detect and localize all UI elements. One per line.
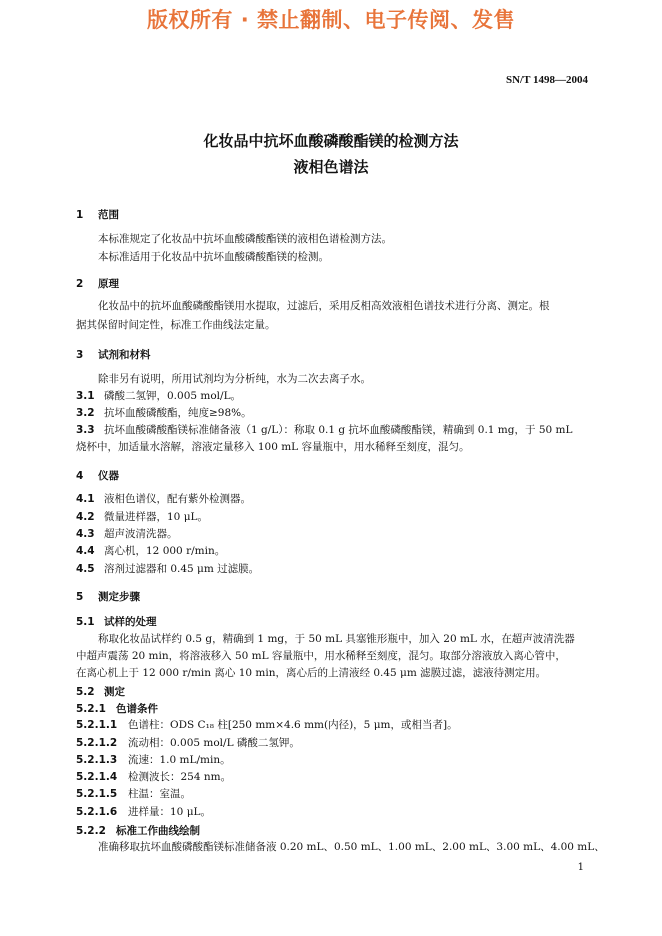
item-text: 检测波长：254 nm。 <box>128 771 232 783</box>
paragraph: 除非另有说明，所用试剂均为分析纯，水为二次去离子水。 <box>98 373 371 385</box>
list-item <box>76 492 251 506</box>
page-number: 1 <box>577 862 584 873</box>
list-item <box>76 770 231 784</box>
section-title: 测定步骤 <box>98 591 140 603</box>
list-item <box>76 406 252 420</box>
list-item <box>76 562 259 576</box>
item-number: 5.2.1.1 <box>76 719 118 731</box>
item-text: 溶剂过滤器和 0.45 μm 过滤膜。 <box>104 563 260 575</box>
section-number: 1 <box>76 209 84 221</box>
paragraph: 中超声震荡 20 min，将溶液移入 50 mL 容量瓶中，用水稀释至刻度，混匀。取部分溶液放入离心管中， <box>76 650 566 662</box>
section-number: 3 <box>76 349 84 361</box>
section-2-heading <box>76 276 119 291</box>
list-item <box>76 736 300 750</box>
section-4-heading <box>76 468 119 483</box>
subsection-title: 试样的处理 <box>104 616 157 628</box>
item-number: 5.2 <box>76 686 95 698</box>
list-item <box>76 389 241 403</box>
list-item <box>76 527 178 541</box>
section-title: 原理 <box>98 278 119 290</box>
document-subtitle: 液相色谱法 <box>293 158 369 176</box>
subsection-5-2-1-heading <box>76 701 158 716</box>
list-item <box>76 753 231 767</box>
item-text: 柱温：室温。 <box>128 788 191 800</box>
subsection-5-2-heading <box>76 684 125 699</box>
list-item <box>76 544 225 558</box>
item-text: 抗坏血酸磷酸酯，纯度≥98%。 <box>104 407 252 419</box>
item-number: 5.2.1.2 <box>76 737 118 749</box>
item-text: 抗坏血酸磷酸酯镁标准储备液（1 g/L）：称取 0.1 g 抗坏血酸磷酸酯镁，精确到 0.1 mg，于 50 mL <box>104 424 573 436</box>
item-number: 3.2 <box>76 407 95 419</box>
watermark-banner: 版权所有 · 禁止翻制、电子传阅、发售 <box>146 8 516 32</box>
paragraph: 称取化妆品试样约 0.5 g，精确到 1 mg，于 50 mL 具塞锥形瓶中，加入 20 mL 水，在超声波清洗器 <box>98 633 575 645</box>
paragraph: 本标准适用于化妆品中抗坏血酸磷酸酯镁的检测。 <box>98 251 329 263</box>
item-number: 4.3 <box>76 528 95 540</box>
list-item <box>76 510 208 524</box>
item-text: 磷酸二氢钾，0.005 mol/L。 <box>104 390 242 402</box>
list-item <box>76 805 211 819</box>
section-number: 4 <box>76 470 84 482</box>
section-title: 试剂和材料 <box>98 349 151 361</box>
paragraph: 在离心机上于 12 000 r/min 离心 10 min，离心后的上清液经 0.45 μm 滤膜过滤，滤液待测定用。 <box>76 667 547 679</box>
subsection-5-1-heading <box>76 614 157 629</box>
section-number: 2 <box>76 278 84 290</box>
item-text: 微量进样器，10 μL。 <box>104 511 208 523</box>
item-text: 离心机，12 000 r/min。 <box>104 545 226 557</box>
item-number: 3.3 <box>76 424 95 436</box>
item-number: 5.2.1.4 <box>76 771 118 783</box>
item-text: 流速：1.0 mL/min。 <box>128 754 231 766</box>
item-number: 5.2.1.6 <box>76 806 118 818</box>
item-number: 5.2.1.5 <box>76 788 118 800</box>
item-text: 液相色谱仪，配有紫外检测器。 <box>104 493 251 505</box>
item-number: 5.1 <box>76 616 95 628</box>
standard-number: SN/T 1498—2004 <box>505 74 588 86</box>
section-number: 5 <box>76 591 84 603</box>
item-text: 流动相：0.005 mol/L 磷酸二氢钾。 <box>128 737 300 749</box>
section-title: 范围 <box>98 209 119 221</box>
list-item <box>76 423 572 437</box>
list-item <box>76 718 458 732</box>
item-number: 5.2.2 <box>76 825 106 837</box>
item-text: 进样量：10 μL。 <box>128 806 211 818</box>
subsection-title: 标准工作曲线绘制 <box>116 825 200 837</box>
item-number: 3.1 <box>76 390 95 402</box>
paragraph: 化妆品中的抗坏血酸磷酸酯镁用水提取，过滤后，采用反相高效液相色谱技术进行分离、测定。根 <box>98 300 550 312</box>
item-text: 色谱柱：ODS C₁₈ 柱[250 mm×4.6 mm(内径)，5 μm，或相当者]。 <box>128 719 458 731</box>
item-number: 5.2.1 <box>76 703 106 715</box>
paragraph: 据其保留时间定性，标准工作曲线法定量。 <box>76 319 276 331</box>
item-number: 4.5 <box>76 563 95 575</box>
item-number: 4.2 <box>76 511 95 523</box>
section-title: 仪器 <box>98 470 119 482</box>
subsection-title: 测定 <box>104 686 125 698</box>
list-item <box>76 787 191 801</box>
section-3-heading <box>76 347 151 362</box>
document-title: 化妆品中抗坏血酸磷酸酯镁的检测方法 <box>203 132 459 150</box>
paragraph: 本标准规定了化妆品中抗坏血酸磷酸酯镁的液相色谱检测方法。 <box>98 233 392 245</box>
item-text: 超声波清洗器。 <box>104 528 178 540</box>
section-5-heading <box>76 589 140 604</box>
section-1-heading <box>76 207 119 222</box>
subsection-5-2-2-heading <box>76 823 200 838</box>
subsection-title: 色谱条件 <box>116 703 158 715</box>
item-number: 4.1 <box>76 493 95 505</box>
item-number: 5.2.1.3 <box>76 754 118 766</box>
paragraph: 准确移取抗坏血酸磷酸酯镁标准储备液 0.20 mL、0.50 mL、1.00 mL、2.00 mL、3.00 mL、4.00 mL、 <box>98 841 605 853</box>
item-number: 4.4 <box>76 545 95 557</box>
paragraph: 烧杯中，加适量水溶解，溶液定量移入 100 mL 容量瓶中，用水稀释至刻度，混匀。 <box>76 441 470 453</box>
